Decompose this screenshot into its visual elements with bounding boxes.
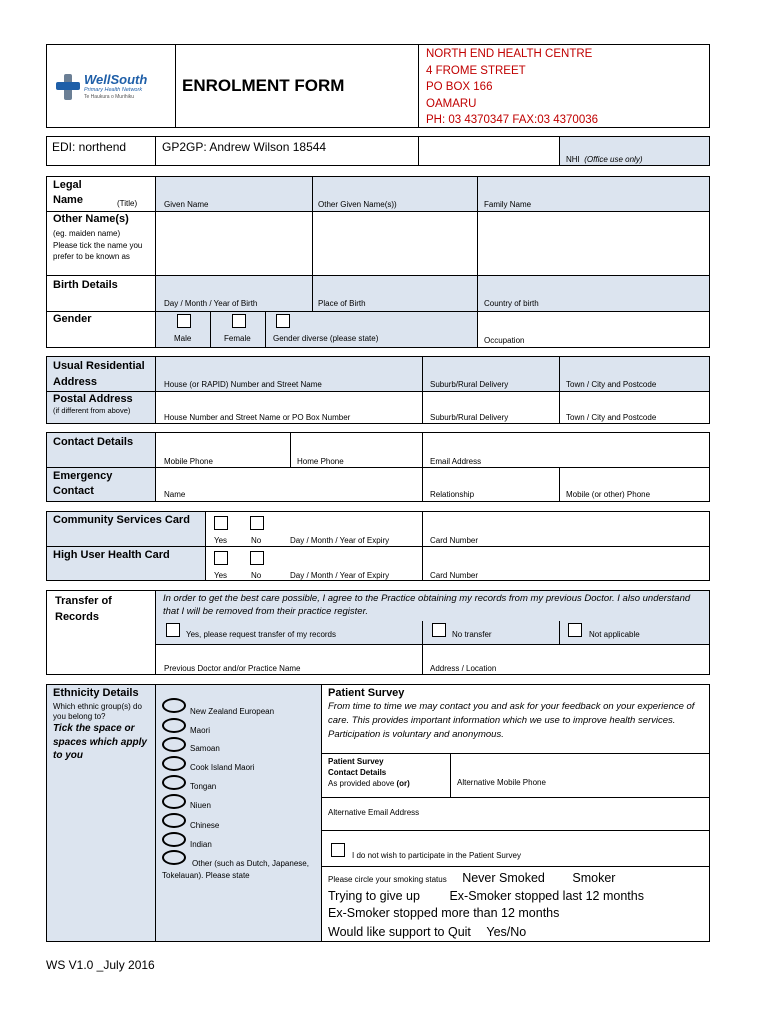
huhc-yes-checkbox[interactable] [214,551,228,565]
smoking-status [328,870,706,941]
legal-name-label: Legal Name [53,179,83,206]
smoking-prompt: Please circle your smoking status [328,875,447,884]
form-title: ENROLMENT FORM [182,76,345,95]
alt-email-label: Alternative Email Address [328,808,420,817]
ethnicity-indian-label: Indian [190,840,212,849]
ethnicity-other-label: Other (such as Dutch, Japanese, Tokelauan). Please state [162,859,309,880]
huhc-expiry-label: Day / Month / Year of Expiry [290,571,390,580]
survey-contact-title: Patient Survey [328,757,384,766]
huhc-no-checkbox[interactable] [250,551,264,565]
practice-address [426,46,598,129]
gender-diverse-checkbox[interactable] [276,314,290,328]
patient-survey-label: Patient Survey [328,687,405,699]
huhc-yes-label: Yes [214,571,228,580]
smoking-quit-yesno[interactable]: Yes/No [486,925,527,939]
csc-expiry-label: Day / Month / Year of Expiry [290,536,390,545]
csc-number-label: Card Number [430,536,479,545]
ethnicity-niuen-option[interactable] [162,794,186,809]
emergency-contact-label: Emergency Contact [53,470,113,497]
prev-address-label: Address / Location [430,664,497,673]
other-names-note: (eg. maiden name) Please tick the name you prefer to be known as [53,229,143,261]
ethnicity-samoan-label: Samoan [190,744,220,753]
logo-name: WellSouth [84,72,148,87]
emergency-name-label: Name [164,490,186,499]
csc-label: Community Services Card [53,514,190,526]
ethnicity-cook-island-option[interactable] [162,756,186,771]
transfer-yes-label: Yes, please request transfer of my records [186,630,336,639]
huhc-number-label: Card Number [430,571,479,580]
nhi-text: NHI [566,155,580,164]
smoking-row-2 [328,888,706,905]
ethnicity-cook-island-label: Cook Island Maori [190,763,255,772]
csc-no-checkbox[interactable] [250,516,264,530]
ethnicity-tongan-option[interactable] [162,775,186,790]
smoking-row-1 [328,870,706,888]
ethnicity-instruction: Tick the space or spaces which apply to you [53,723,147,761]
smoking-smoker[interactable]: Smoker [572,871,616,885]
smoking-ex-recent[interactable]: Ex-Smoker stopped last 12 months [449,889,644,903]
practice-name: NORTH END HEALTH CENTRE [426,48,593,60]
female-label: Female [224,334,251,343]
alt-mobile-label: Alternative Mobile Phone [457,778,546,787]
practice-street: 4 FROME STREET [426,64,526,77]
ethnicity-tongan-label: Tongan [190,782,217,791]
mobile-other-label: Mobile (or other) Phone [566,490,651,499]
practice-phone: PH: 03 4370347 FAX:03 4370036 [426,114,599,126]
transfer-na-checkbox[interactable] [568,623,582,637]
ethnicity-nz-european-label: New Zealand European [190,707,275,716]
practice-town: OAMARU [426,97,477,110]
pob-label: Place of Birth [318,299,366,308]
occupation-label: Occupation [484,336,525,345]
prev-doctor-label: Previous Doctor and/or Practice Name [164,664,301,673]
huhc-label: High User Health Card [53,549,170,561]
house2-label: House Number and Street Name or PO Box Number [164,413,351,422]
male-checkbox[interactable] [177,314,191,328]
town-label: Town / City and Postcode [566,380,657,389]
wellsouth-logo [56,72,166,104]
edi-label: EDI: northend [52,140,127,154]
ethnicity-question: Which ethnic group(s) do you belong to? [53,702,142,721]
mobile-label: Mobile Phone [164,457,213,466]
practice-pobox: PO BOX 166 [426,81,493,93]
logo-subtitle-2: Te Haukura o Murihiku [84,94,135,100]
survey-optout-label: I do not wish to participate in the Patient Survey [352,851,521,860]
transfer-label: Transfer of Records [55,595,112,623]
transfer-consent: In order to get the best care possible, I agree to the Practice obtaining my records from my previous Doctor. I also understand that I will be removed from their practice register. [163,593,691,617]
other-given-label: Other Given Name(s)) [318,200,397,209]
csc-yes-label: Yes [214,536,228,545]
ethnicity-maori-label: Maori [190,726,211,735]
or-text: (or) [396,779,410,788]
gp2gp-label: GP2GP: Andrew Wilson 18544 [162,140,327,154]
nhi-note: (Office use only) [584,155,643,164]
ethnicity-chinese-label: Chinese [190,821,220,830]
survey-contact-details: Contact Details [328,768,387,777]
home-phone-label: Home Phone [297,457,344,466]
survey-optout-checkbox[interactable] [331,843,345,857]
ethnicity-label: Ethnicity Details [53,687,139,699]
ethnicity-chinese-option[interactable] [162,813,186,828]
smoking-ex-old[interactable]: Ex-Smoker stopped more than 12 months [328,906,560,920]
smoking-row-4 [328,924,706,941]
csc-no-label: No [251,536,262,545]
postal-address-label: Postal Address [53,393,133,405]
title-label: (Title) [117,199,138,208]
transfer-yes-checkbox[interactable] [166,623,180,637]
ethnicity-samoan-option[interactable] [162,737,186,752]
town2-label: Town / City and Postcode [566,413,657,422]
male-label: Male [174,334,192,343]
dob-label: Day / Month / Year of Birth [164,299,258,308]
patient-survey-text: From time to time we may contact you and ask for your feedback on your experience of care. This provides important information which we use to improve health services. Participation is voluntary and anonymous. [328,701,695,740]
birth-details-label: Birth Details [53,279,118,291]
residential-address-label: Usual Residential Address [53,360,145,388]
ethnicity-niuen-label: Niuen [190,801,211,810]
ethnicity-maori-option[interactable] [162,718,186,733]
suburb-label: Suburb/Rural Delivery [430,380,509,389]
ethnicity-nz-european-option[interactable] [162,698,186,713]
logo-subtitle: Primary Health Network [84,87,143,93]
survey-contact-label [328,756,410,789]
smoking-quit: Would like support to Quit [328,925,471,939]
given-name-label: Given Name [164,200,209,209]
transfer-na-label: Not applicable [589,630,640,639]
transfer-no-label: No transfer [452,630,492,639]
gender-diverse-label: Gender diverse (please state) [273,334,379,343]
as-provided-text: As provided above [328,779,395,788]
ethnicity-indian-option[interactable] [162,832,186,847]
transfer-no-checkbox[interactable] [432,623,446,637]
suburb2-label: Suburb/Rural Delivery [430,413,509,422]
smoking-trying[interactable]: Trying to give up [328,889,420,903]
huhc-no-label: No [251,571,262,580]
survey-as-provided [328,778,410,789]
other-names-label: Other Name(s) [53,213,129,225]
email-label: Email Address [430,457,482,466]
cob-label: Country of birth [484,299,539,308]
smoking-never[interactable]: Never Smoked [462,871,545,885]
gender-label: Gender [53,313,92,325]
relationship-label: Relationship [430,490,475,499]
nhi-label [566,155,642,165]
family-name-label: Family Name [484,200,532,209]
cross-icon [56,74,80,100]
csc-yes-checkbox[interactable] [214,516,228,530]
version-footer: WS V1.0 _July 2016 [46,958,155,972]
female-checkbox[interactable] [232,314,246,328]
postal-address-note: (if different from above) [53,406,131,415]
house-label: House (or RAPID) Number and Street Name [164,380,322,389]
contact-details-label: Contact Details [53,436,134,448]
